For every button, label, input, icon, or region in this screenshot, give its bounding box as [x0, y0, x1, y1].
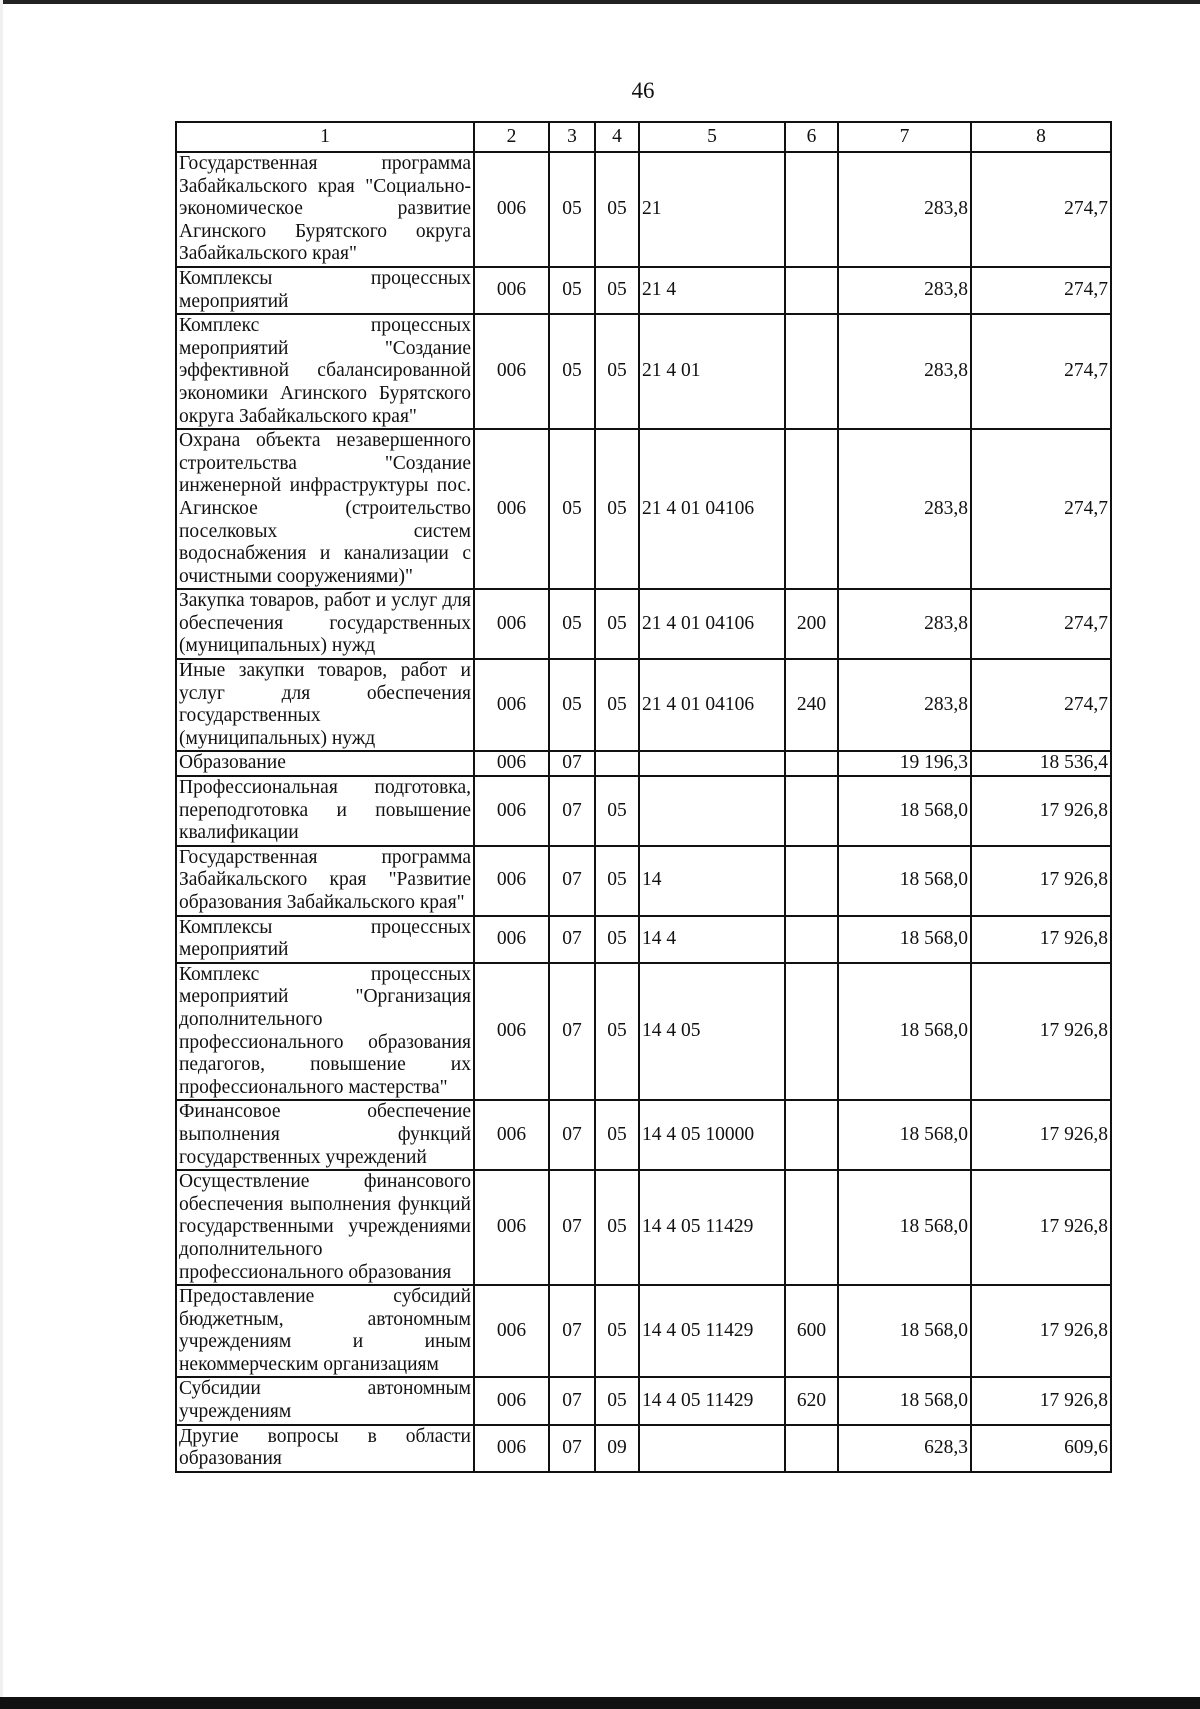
- section-code: 05: [549, 314, 595, 429]
- amount-col7: 18 568,0: [838, 916, 971, 963]
- amount-col8: 17 926,8: [971, 1377, 1111, 1424]
- amount-col8: 17 926,8: [971, 846, 1111, 916]
- expense-type-code: [785, 152, 838, 267]
- table-row: [176, 776, 1111, 846]
- subsection-code: 05: [595, 429, 639, 589]
- row-name: Иные закупки товаров, работ и услуг для обеспечения государственных (муниципальных) нужд: [176, 659, 474, 751]
- row-name: Осуществление финансового обеспечения выполнения функций государственными учреждениями дополнительного профессионального образования: [176, 1170, 474, 1285]
- amount-col7: 19 196,3: [838, 751, 971, 776]
- target-article-code: 14 4 05 11429: [639, 1170, 785, 1285]
- target-article-code: 14 4 05 11429: [639, 1285, 785, 1377]
- target-article-code: 21 4 01: [639, 314, 785, 429]
- ministry-code: 006: [474, 1285, 549, 1377]
- ministry-code: 006: [474, 963, 549, 1101]
- column-header: 7: [838, 122, 971, 152]
- table-row: [176, 1100, 1111, 1170]
- subsection-code: 05: [595, 152, 639, 267]
- column-header: 2: [474, 122, 549, 152]
- expense-type-code: [785, 1100, 838, 1170]
- amount-col8: 274,7: [971, 314, 1111, 429]
- amount-col7: 283,8: [838, 659, 971, 751]
- target-article-code: 21: [639, 152, 785, 267]
- table-row: [176, 589, 1111, 659]
- amount-col8: 274,7: [971, 659, 1111, 751]
- row-name: Финансовое обеспечение выполнения функций государственных учреждений: [176, 1100, 474, 1170]
- ministry-code: 006: [474, 776, 549, 846]
- amount-col7: 283,8: [838, 152, 971, 267]
- expense-type-code: [785, 963, 838, 1101]
- ministry-code: 006: [474, 916, 549, 963]
- table-row: [176, 751, 1111, 776]
- column-header: 6: [785, 122, 838, 152]
- section-code: 05: [549, 267, 595, 314]
- expense-type-code: 600: [785, 1285, 838, 1377]
- expense-type-code: 620: [785, 1377, 838, 1424]
- column-header: 4: [595, 122, 639, 152]
- target-article-code: [639, 1425, 785, 1472]
- table-row: [176, 846, 1111, 916]
- amount-col8: 17 926,8: [971, 963, 1111, 1101]
- target-article-code: 14 4 05 10000: [639, 1100, 785, 1170]
- amount-col8: 17 926,8: [971, 1100, 1111, 1170]
- ministry-code: 006: [474, 846, 549, 916]
- target-article-code: 14: [639, 846, 785, 916]
- subsection-code: 05: [595, 1170, 639, 1285]
- amount-col7: 283,8: [838, 314, 971, 429]
- ministry-code: 006: [474, 1170, 549, 1285]
- subsection-code: 05: [595, 963, 639, 1101]
- target-article-code: 21 4 01 04106: [639, 659, 785, 751]
- section-code: 05: [549, 589, 595, 659]
- target-article-code: 21 4 01 04106: [639, 429, 785, 589]
- table-row: [176, 267, 1111, 314]
- column-header: 1: [176, 122, 474, 152]
- amount-col8: 274,7: [971, 589, 1111, 659]
- amount-col7: 18 568,0: [838, 1377, 971, 1424]
- section-code: 07: [549, 1170, 595, 1285]
- expense-type-code: [785, 776, 838, 846]
- table-row: [176, 916, 1111, 963]
- target-article-code: 21 4 01 04106: [639, 589, 785, 659]
- target-article-code: [639, 776, 785, 846]
- row-name: Профессиональная подготовка, переподготовка и повышение квалификации: [176, 776, 474, 846]
- scan-border-bottom: [0, 1697, 1200, 1709]
- subsection-code: 05: [595, 589, 639, 659]
- amount-col8: 17 926,8: [971, 1285, 1111, 1377]
- budget-table: [175, 121, 1112, 1473]
- row-name: Комплексы процессных мероприятий: [176, 916, 474, 963]
- expense-type-code: [785, 267, 838, 314]
- expense-type-code: 240: [785, 659, 838, 751]
- row-name: Другие вопросы в области образования: [176, 1425, 474, 1472]
- column-header: 3: [549, 122, 595, 152]
- table-row: [176, 152, 1111, 267]
- ministry-code: 006: [474, 314, 549, 429]
- expense-type-code: [785, 751, 838, 776]
- table-row: [176, 314, 1111, 429]
- subsection-code: 05: [595, 916, 639, 963]
- subsection-code: 05: [595, 776, 639, 846]
- table-row: [176, 1285, 1111, 1377]
- amount-col7: 283,8: [838, 429, 971, 589]
- row-name: Комплекс процессных мероприятий "Организация дополнительного профессионального образования педагогов, повышение их профессионального мастерства": [176, 963, 474, 1101]
- section-code: 07: [549, 916, 595, 963]
- column-header: 5: [639, 122, 785, 152]
- amount-col8: 17 926,8: [971, 1170, 1111, 1285]
- subsection-code: [595, 751, 639, 776]
- ministry-code: 006: [474, 589, 549, 659]
- amount-col7: 283,8: [838, 589, 971, 659]
- amount-col8: 274,7: [971, 429, 1111, 589]
- row-name: Комплекс процессных мероприятий "Создание эффективной сбалансированной экономики Агинского Бурятского округа Забайкальского края": [176, 314, 474, 429]
- row-name: Образование: [176, 751, 474, 776]
- row-name: Предоставление субсидий бюджетным, автономным учреждениям и иным некоммерческим организациям: [176, 1285, 474, 1377]
- ministry-code: 006: [474, 751, 549, 776]
- amount-col7: 18 568,0: [838, 1285, 971, 1377]
- expense-type-code: [785, 916, 838, 963]
- amount-col8: 18 536,4: [971, 751, 1111, 776]
- subsection-code: 05: [595, 846, 639, 916]
- ministry-code: 006: [474, 267, 549, 314]
- row-name: Субсидии автономным учреждениям: [176, 1377, 474, 1424]
- subsection-code: 05: [595, 267, 639, 314]
- table-row: [176, 429, 1111, 589]
- scan-border-top: [0, 0, 1200, 4]
- amount-col7: 283,8: [838, 267, 971, 314]
- table-row: [176, 1170, 1111, 1285]
- amount-col7: 18 568,0: [838, 963, 971, 1101]
- section-code: 07: [549, 1285, 595, 1377]
- target-article-code: [639, 751, 785, 776]
- amount-col8: 274,7: [971, 152, 1111, 267]
- expense-type-code: [785, 846, 838, 916]
- section-code: 05: [549, 659, 595, 751]
- subsection-code: 05: [595, 314, 639, 429]
- subsection-code: 05: [595, 1377, 639, 1424]
- subsection-code: 05: [595, 659, 639, 751]
- target-article-code: 14 4 05 11429: [639, 1377, 785, 1424]
- column-header: 8: [971, 122, 1111, 152]
- table-row: [176, 1425, 1111, 1472]
- ministry-code: 006: [474, 1377, 549, 1424]
- amount-col7: 18 568,0: [838, 1100, 971, 1170]
- ministry-code: 006: [474, 429, 549, 589]
- expense-type-code: 200: [785, 589, 838, 659]
- section-code: 07: [549, 846, 595, 916]
- section-code: 07: [549, 751, 595, 776]
- section-code: 07: [549, 1100, 595, 1170]
- expense-type-code: [785, 314, 838, 429]
- row-name: Комплексы процессных мероприятий: [176, 267, 474, 314]
- subsection-code: 05: [595, 1100, 639, 1170]
- row-name: Охрана объекта незавершенного строительства "Создание инженерной инфраструктуры пос. Агинское (строительство поселковых систем водоснабжения и канализации с очистными сооружениями)": [176, 429, 474, 589]
- section-code: 07: [549, 1377, 595, 1424]
- row-name: Государственная программа Забайкальского края "Социально-экономическое развитие Агинского Бурятского округа Забайкальского края": [176, 152, 474, 267]
- expense-type-code: [785, 1425, 838, 1472]
- expense-type-code: [785, 429, 838, 589]
- table-header-row: [176, 122, 1111, 152]
- subsection-code: 05: [595, 1285, 639, 1377]
- amount-col8: 609,6: [971, 1425, 1111, 1472]
- table-row: [176, 963, 1111, 1101]
- row-name: Государственная программа Забайкальского края "Развитие образования Забайкальского края": [176, 846, 474, 916]
- amount-col8: 17 926,8: [971, 916, 1111, 963]
- target-article-code: 21 4: [639, 267, 785, 314]
- section-code: 07: [549, 1425, 595, 1472]
- amount-col7: 18 568,0: [838, 776, 971, 846]
- amount-col8: 274,7: [971, 267, 1111, 314]
- table-row: [176, 659, 1111, 751]
- table-row: [176, 1377, 1111, 1424]
- section-code: 07: [549, 776, 595, 846]
- target-article-code: 14 4 05: [639, 963, 785, 1101]
- subsection-code: 09: [595, 1425, 639, 1472]
- ministry-code: 006: [474, 1425, 549, 1472]
- page-number: 46: [631, 78, 655, 103]
- section-code: 07: [549, 963, 595, 1101]
- section-code: 05: [549, 429, 595, 589]
- amount-col7: 628,3: [838, 1425, 971, 1472]
- amount-col8: 17 926,8: [971, 776, 1111, 846]
- expense-type-code: [785, 1170, 838, 1285]
- ministry-code: 006: [474, 1100, 549, 1170]
- section-code: 05: [549, 152, 595, 267]
- scan-border-left: [0, 0, 3, 1709]
- amount-col7: 18 568,0: [838, 846, 971, 916]
- row-name: Закупка товаров, работ и услуг для обеспечения государственных (муниципальных) нужд: [176, 589, 474, 659]
- ministry-code: 006: [474, 152, 549, 267]
- ministry-code: 006: [474, 659, 549, 751]
- target-article-code: 14 4: [639, 916, 785, 963]
- amount-col7: 18 568,0: [838, 1170, 971, 1285]
